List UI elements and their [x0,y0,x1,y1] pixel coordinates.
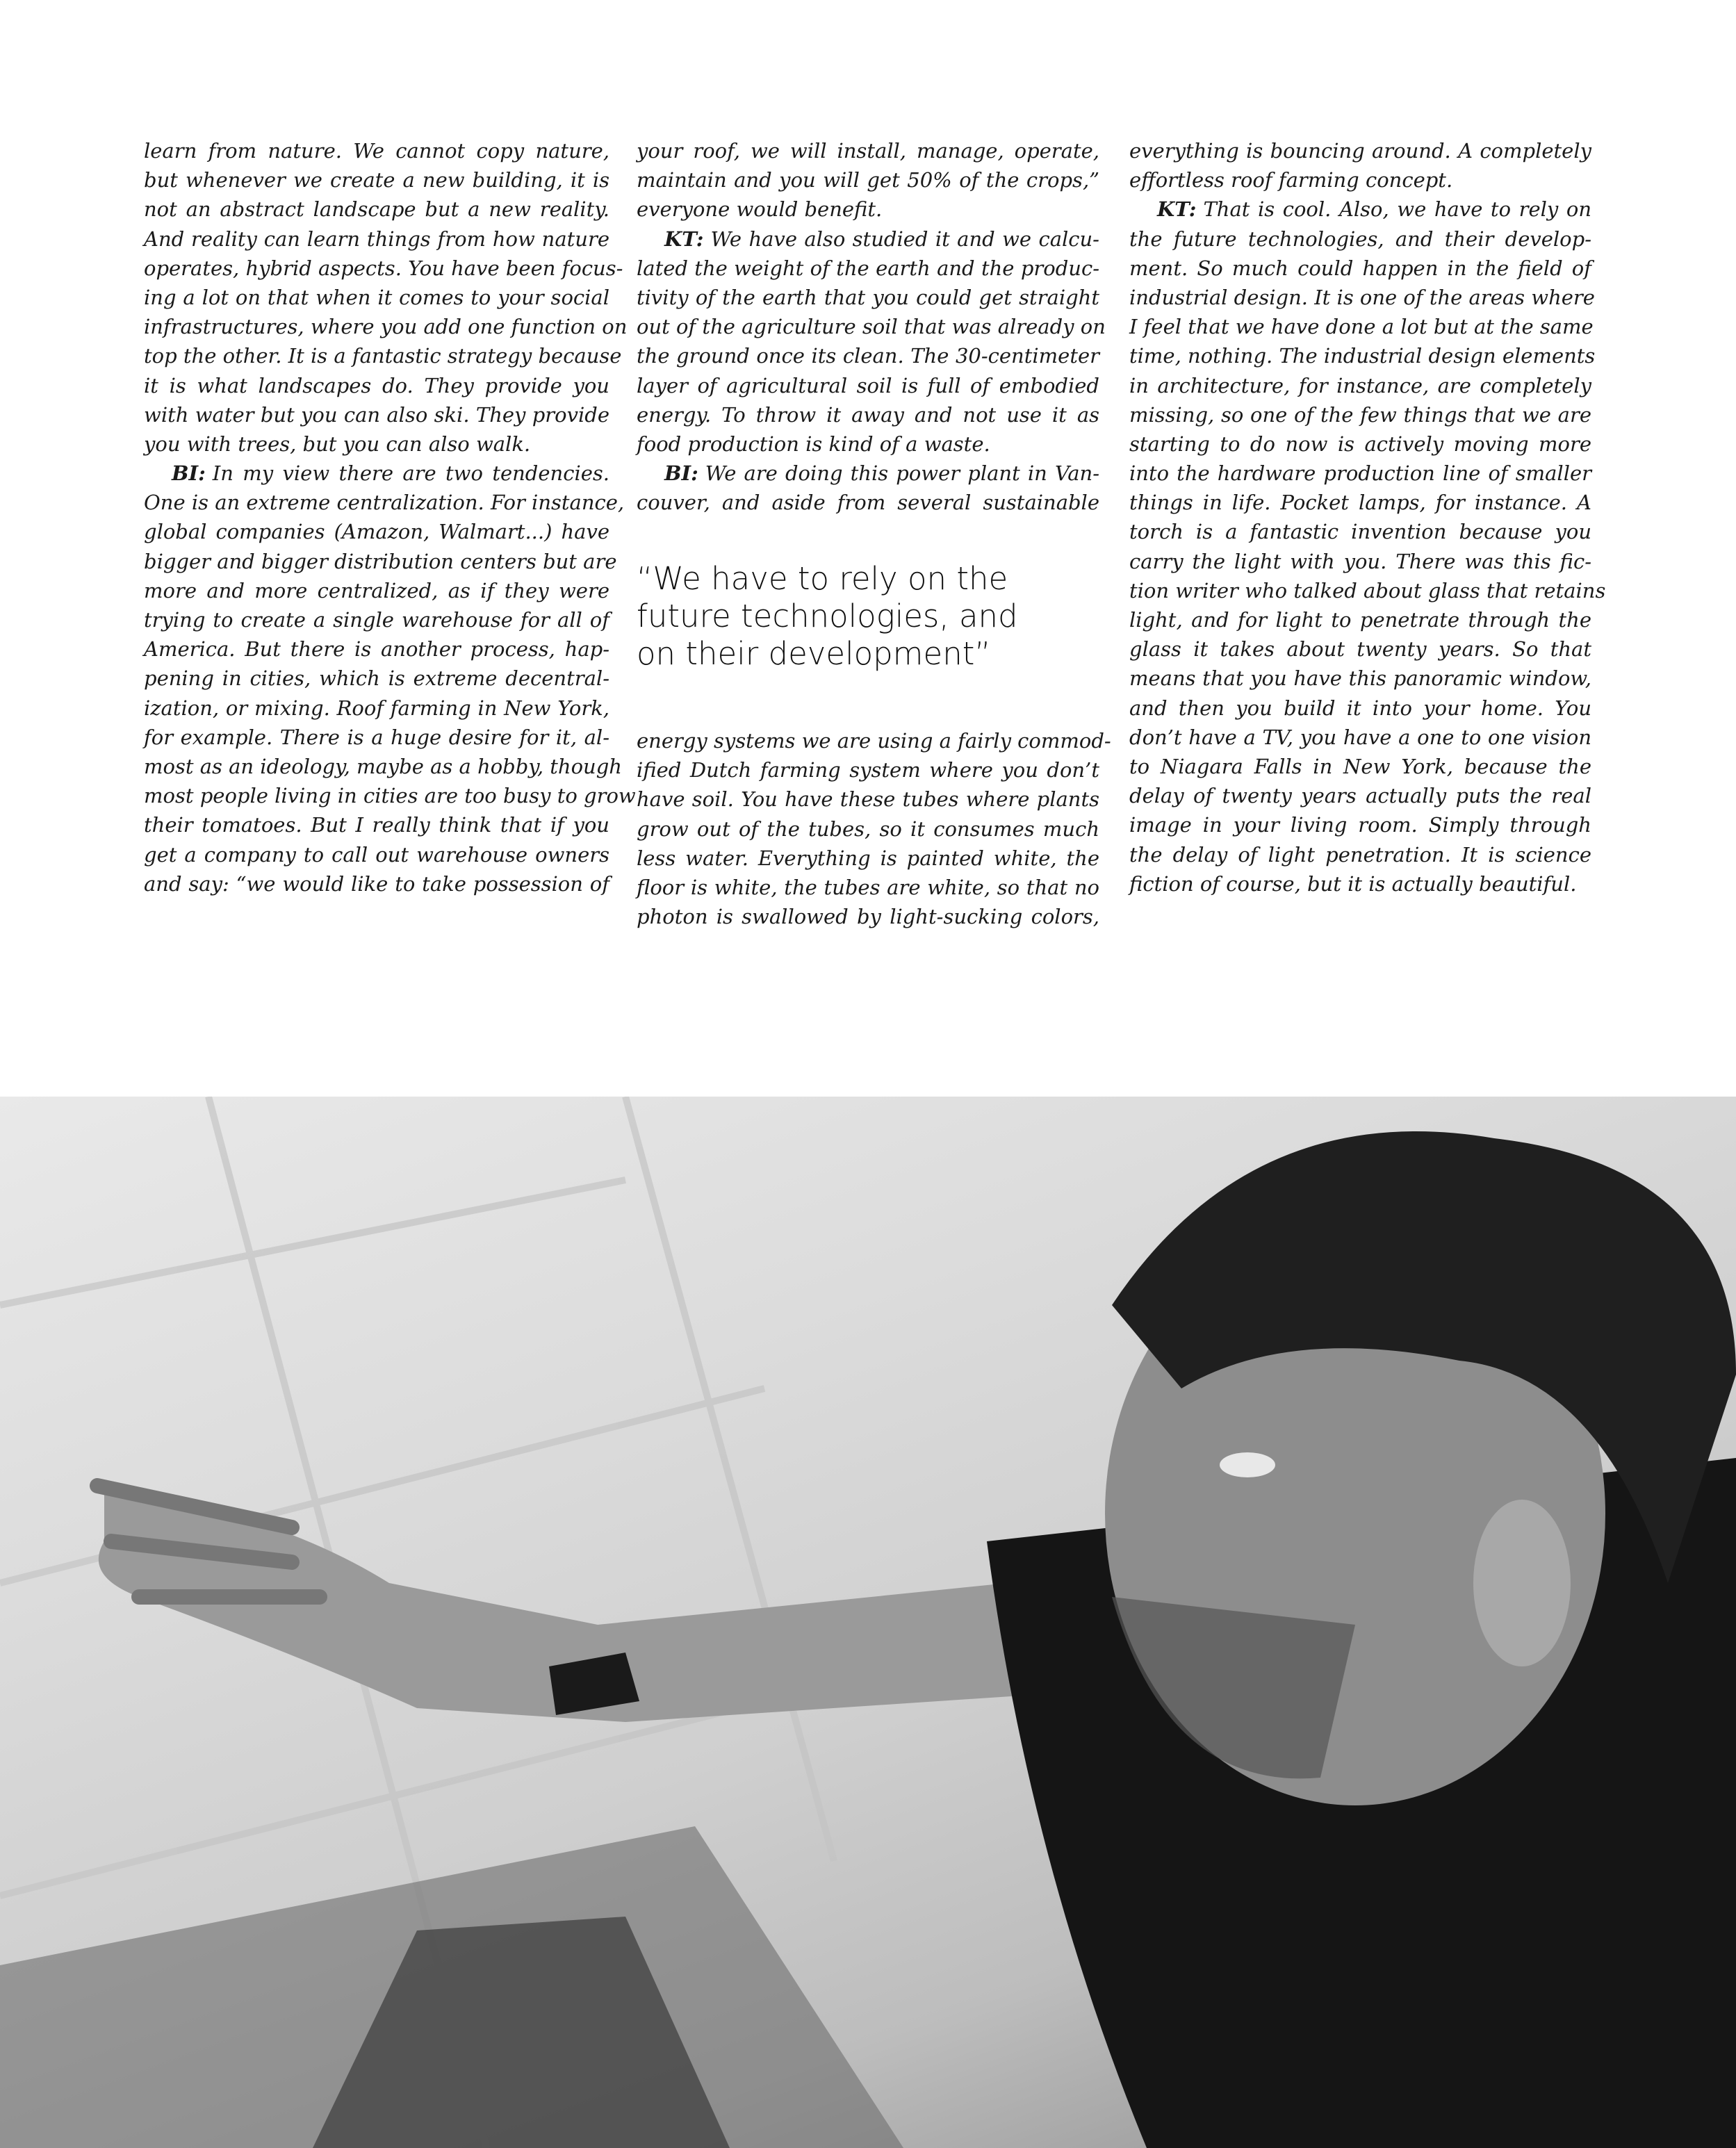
line-text: America. But there is another process, hap- [144,637,609,662]
line-text: everyone would benefit. [637,197,883,222]
text-line [637,814,1099,844]
pull-quote-line: future technologies, and [637,598,1018,634]
line-text: ization, or mixing. Roof farming in New York, [144,696,609,720]
text-line [1129,634,1591,664]
text-line [637,254,1099,283]
line-text: effortless roof farming concept. [1129,168,1453,192]
line-text: most people living in cities are too busy to grow [144,784,636,808]
text-line [144,810,609,839]
text-line [637,726,1111,755]
line-text: pening in cities, which is extreme decentral- [144,666,609,691]
text-line [1129,840,1591,869]
line-text: infrastructures, where you add one function on [144,315,628,339]
text-line [144,664,609,693]
text-line [144,634,609,664]
text-line [637,312,1106,341]
text-line [144,694,609,723]
text-line [637,341,1099,370]
line-text: trying to create a single warehouse for all of [144,608,609,632]
text-line [144,840,609,869]
line-text: tion writer who talked about glass that retains [1129,578,1606,602]
text-line [637,195,1099,224]
line-text: get a company to call out warehouse owners [144,842,609,867]
line-text: couver, and aside from several sustainable [637,491,1099,515]
line-text: And reality can learn things from how nature [144,227,609,251]
line-text: to Niagara Falls in New York, because the [1129,754,1591,778]
text-line [144,605,609,634]
line-text: tivity of the earth that you could get straight [637,285,1099,309]
text-line [1129,429,1591,459]
portrait-illustration [0,1097,1736,2148]
text-line [144,136,609,165]
line-text: energy systems we are using a fairly commod- [637,729,1111,753]
text-line [144,341,622,370]
text-line [637,488,1099,517]
line-text: layer of agricultural soil is full of embodied [637,373,1099,397]
line-text: and then you build it into your home. You [1129,696,1591,720]
text-line [1129,400,1591,429]
line-text: learn from nature. We cannot copy nature, [144,139,609,163]
text-line [144,400,609,429]
article-column-2 [637,136,1106,517]
line-text: less water. Everything is painted white, the [637,846,1099,870]
line-text: bigger and bigger distribution centers but are [144,549,617,573]
line-text: lated the weight of the earth and the produc- [637,256,1099,280]
text-line [1129,869,1591,899]
text-line [1129,136,1591,165]
article-column-2-continued [637,726,1111,931]
line-text: image in your living room. Simply through [1129,813,1591,837]
text-line [1129,224,1591,254]
text-line [637,400,1099,429]
line-text: out of the agriculture soil that was already on [637,315,1106,339]
line-text: the ground once its clean. The 30-centimeter [637,344,1099,368]
text-line [1129,576,1606,605]
line-text: have soil. You have these tubes where plants [637,787,1099,812]
speaker-label: KT: [664,227,704,251]
text-line [144,195,609,224]
text-line [637,429,1099,459]
text-line [637,136,1099,165]
line-text: the future technologies, and their develop- [1129,227,1591,251]
line-text: things in life. Pocket lamps, for instance. A [1129,491,1591,515]
line-text: most as an ideology, maybe as a hobby, though [144,754,622,778]
text-line [144,517,609,546]
text-line [1129,165,1591,195]
line-text: That is cool. Also, we have to rely on [1203,197,1591,222]
text-line [637,371,1099,400]
text-line [637,785,1099,814]
text-line [1129,605,1591,634]
text-line [1129,459,1591,488]
text-line [144,254,623,283]
speaker-label: BI: [172,461,206,486]
text-line [1129,283,1595,312]
line-text: starting to do now is actively moving more [1129,432,1591,456]
text-line [1129,781,1591,810]
text-line [637,459,1099,488]
text-line [144,723,609,752]
text-line [144,576,609,605]
text-line [144,371,609,400]
line-text: ing a lot on that when it comes to your social [144,285,609,309]
text-line [144,869,609,899]
text-line [637,755,1099,785]
text-line [1129,752,1591,781]
line-text: but whenever we create a new building, it is [144,168,609,192]
article-column-3 [1129,136,1606,899]
line-text: industrial design. It is one of the areas where [1129,285,1595,309]
text-line [637,165,1099,195]
pull-quote-line: “We have to rely on the [637,560,1008,597]
text-line [144,312,628,341]
article-column-1 [144,136,636,899]
line-text: it is what landscapes do. They provide you [144,373,609,397]
line-text: don’t have a TV, you have a one to one vision [1129,725,1591,749]
text-line [637,902,1099,931]
line-text: their tomatoes. But I really think that if you [144,813,609,837]
line-text: you with trees, but you can also walk. [144,432,531,456]
text-line [144,781,636,810]
text-line [144,547,617,576]
line-text: global companies (Amazon, Walmart...) have [144,520,609,544]
text-line [1129,547,1591,576]
line-text: energy. To throw it away and not use it as [637,402,1099,427]
line-text: delay of twenty years actually puts the real [1129,784,1591,808]
text-line [144,488,625,517]
line-text: carry the light with you. There was this fic- [1129,549,1591,573]
line-text: in architecture, for instance, are completely [1129,373,1591,397]
text-line [144,429,609,459]
line-text: more and more centralized, as if they were [144,578,609,602]
text-line [144,283,609,312]
text-line [1129,664,1591,693]
line-text: torch is a fantastic invention because you [1129,520,1591,544]
pull-quote-line: on their development” [637,635,991,672]
text-line [1129,341,1596,370]
line-text: light, and for light to penetrate through the [1129,608,1591,632]
pull-quote [637,560,1123,673]
line-text: the delay of light penetration. It is science [1129,842,1591,867]
text-line [637,283,1099,312]
text-line [144,459,609,488]
line-text: ment. So much could happen in the field of [1129,256,1591,280]
line-text: ified Dutch farming system where you don’t [637,758,1099,782]
text-line [1129,694,1591,723]
text-line [1129,312,1594,341]
text-line [1129,371,1591,400]
line-text: and say: “we would like to take possession of [144,871,609,896]
line-text: In my view there are two tendencies. [212,461,609,486]
line-text: into the hardware production line of smaller [1129,461,1591,486]
line-text: operates, hybrid aspects. You have been focus- [144,256,623,280]
line-text: means that you have this panoramic window, [1129,666,1591,691]
text-line [637,844,1099,873]
text-line [144,752,622,781]
line-text: grow out of the tubes, so it consumes much [637,817,1099,841]
text-line [1129,517,1591,546]
line-text: top the other. It is a fantastic strategy because [144,344,622,368]
speaker-label: KT: [1157,197,1197,222]
line-text: everything is bouncing around. A completely [1129,139,1591,163]
text-line [144,165,609,195]
text-line [637,873,1099,902]
line-text: I feel that we have done a lot but at the same [1129,315,1594,339]
text-line [1129,254,1591,283]
speaker-label: BI: [664,461,698,486]
line-text: not an abstract landscape but a new reality. [144,197,609,222]
text-line [1129,723,1591,752]
line-text: with water but you can also ski. They provide [144,402,609,427]
line-text: food production is kind of a waste. [637,432,990,456]
line-text: fiction of course, but it is actually beautiful. [1129,871,1577,896]
line-text: time, nothing. The industrial design elements [1129,344,1596,368]
line-text: floor is white, the tubes are white, so that no [637,875,1099,899]
line-text: We are doing this power plant in Van- [705,461,1099,486]
line-text: missing, so one of the few things that we are [1129,402,1591,427]
line-text: One is an extreme centralization. For instance, [144,491,625,515]
text-line [1129,488,1591,517]
text-line [144,224,609,254]
text-line [637,224,1099,254]
portrait-photo [0,1097,1736,2148]
line-text: for example. There is a huge desire for it, al- [144,725,609,749]
line-text: We have also studied it and we calcu- [710,227,1099,251]
line-text: your roof, we will install, manage, operate, [637,139,1099,163]
line-text: maintain and you will get 50% of the crops,” [637,168,1099,192]
text-line [1129,195,1591,224]
line-text: glass it takes about twenty years. So that [1129,637,1591,662]
text-line [1129,810,1591,839]
line-text: photon is swallowed by light-sucking colors, [637,905,1099,929]
